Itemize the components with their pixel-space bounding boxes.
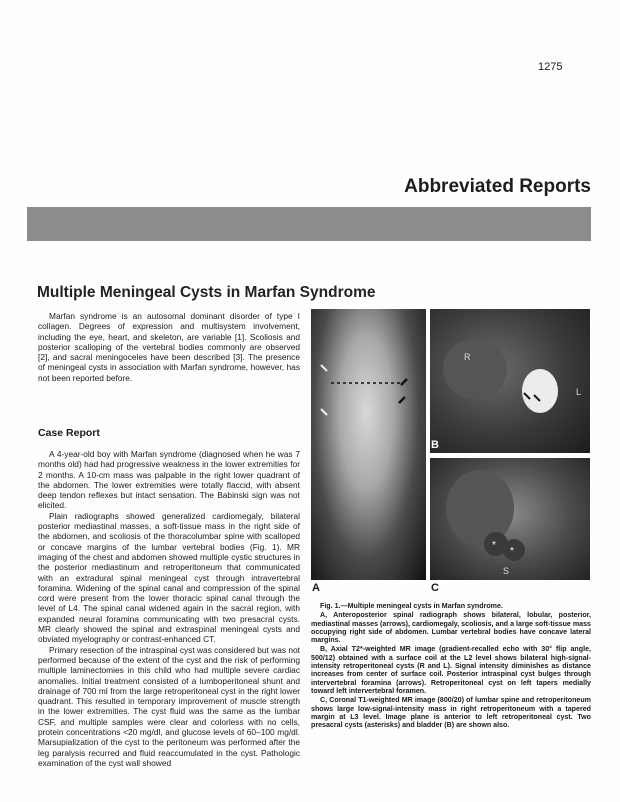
page-number: 1275: [538, 61, 563, 73]
mark-s: S: [503, 566, 510, 576]
figure-panel-b-axial-mr: [430, 309, 590, 453]
figure-caption: [311, 602, 591, 730]
coronal-mr-markings: [430, 458, 590, 580]
case-paragraph-3: Primary resection of the intraspinal cyst was considered but was not performed because of the extent of the cyst and the risk of performing multiple laminectomies in this child who had multiple severe cardiac anomalies. Initial treatment consisted of a lumboperitoneal shunt and drainage of 700 ml from the large retroperitoneal cyst in the right lower quadrant. This resulted in temporary improvement of muscle strength in the lower extremities. The cyst fluid was the same as the lumbar CSF, and multiple samples were clear and colorless with no cells, protein concentrations <20 mg/dl, and glucose levels of 60–100 mg/dl. Marsupialization of the cyst to the peritoneum was performed after the leg paralysis recurred and fluid reaccumulated in the cyst. Pathologic examination of the cyst wall showed: [38, 644, 300, 768]
figure-panel-a-radiograph: [311, 309, 426, 580]
figure-label-b: B: [431, 439, 439, 451]
caption-title: Fig. 1.—Multiple meningeal cysts in Marfan syndrome.: [320, 602, 503, 610]
figure-label-a: A: [312, 582, 320, 594]
intro-paragraph: Marfan syndrome is an autosomal dominant disorder of type I collagen. Degrees of expression and multisystem involvement, including the eye, heart, and skeleton, are variable [1]. Scoliosis and posterior scalloping of the vertebral bodies commonly are observed [2], and sacral meningoceles have been described [3]. The presence of meningeal cysts in association with Marfan syndrome, however, has not been reported before.: [38, 311, 300, 383]
intro-section: [38, 311, 300, 383]
mark-r: R: [464, 352, 471, 362]
case-paragraph-2: Plain radiographs showed generalized cardiomegaly, bilateral posterior mediastinal masses, a soft-tissue mass in the right side of the abdomen, and scoliosis of the thoracolumbar spine with scalloped or concave margins of the lumbar vertebral bodies (Fig. 1). MR imaging of the chest and abdomen showed multiple cystic structures in the posterior mediastinum and retroperitoneum that communicated with an extradural spinal meningeal cyst through intravertebral foramina. Widening of the spinal canal and compression of the spinal cord were present from the lower thoracic spinal canal through the level of L4. The spinal canal widened again in the sacral region, with expanded neural foramina communicating with two presacral cysts. MR clearly showed the spinal and extraspinal meningeal cysts and obviated myelography or contrast-enhanced CT.: [38, 510, 300, 645]
caption-part-a: A, Anteroposterior spinal radiograph shows bilateral, lobular, posterior, mediastinal masses (arrows), cardiomegaly, scoliosis, and a large soft-tissue mass occupying right side of abdomen. Lumbar vertebral bodies have concave lateral margins.: [311, 611, 591, 645]
mark-l: L: [576, 387, 582, 397]
case-report-heading: Case Report: [38, 427, 100, 439]
svg-text:*: *: [492, 540, 496, 551]
figure-label-c: C: [431, 582, 439, 594]
caption-part-b: B, Axial T2*-weighted MR image (gradient-recalled echo with 30° flip angle, 500/12) obtained with a surface coil at the L2 level shows bilateral high-signal-intensity retroperitoneal cysts (R and L). Signal intensity diminishes as distance increases from center of surface coil. Posterior intraspinal cyst bulges through intervertebral foramina (arrows). Retroperitoneal cyst on left tapers medially toward left intervertebral foramen.: [311, 645, 591, 695]
header-bar: [27, 207, 591, 241]
figure-panel-c-coronal-mr: [430, 458, 590, 580]
article-title: Multiple Meningeal Cysts in Marfan Syndrome: [37, 284, 376, 301]
caption-part-c: C, Coronal T1-weighted MR image (800/20) of lumbar spine and retroperitoneum shows large low-signal-intensity mass in right retroperitoneum with a tapered margin at L3 level. Image plane is anterior to left retroperitoneal cyst. Two presacral cysts (asterisks) and bladder (B) are shown also.: [311, 696, 591, 730]
case-paragraph-1: A 4-year-old boy with Marfan syndrome (diagnosed when he was 7 months old) had had progressive weakness in the lower extremities for 2 months. A 10-cm mass was palpable in the right lower quadrant of the abdomen. The lower extremities were totally flaccid, with absent deep tendon reflexes but intact sensation. The Babinski sign was not elicited.: [38, 449, 300, 511]
radiograph-markings: [311, 309, 426, 580]
case-report-body: [38, 449, 300, 768]
section-title: Abbreviated Reports: [404, 176, 591, 197]
axial-mr-markings: [430, 309, 590, 453]
svg-text:*: *: [510, 546, 514, 557]
